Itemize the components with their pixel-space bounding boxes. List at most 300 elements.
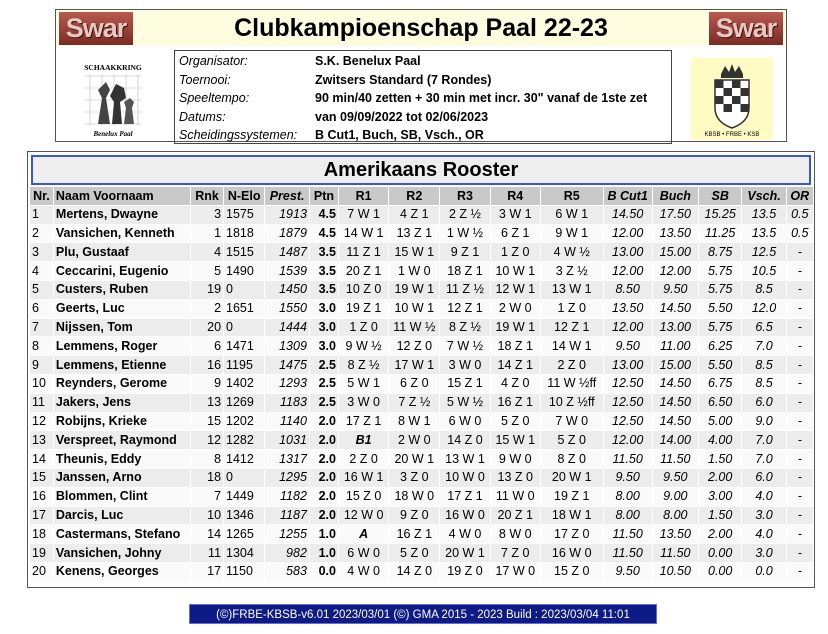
col-or: - [787, 394, 813, 412]
col-rank: 8 [191, 450, 223, 468]
info-key: Toernooi: [179, 72, 231, 87]
col-name: Mertens, Dwayne [54, 206, 190, 224]
col-sb: 6.75 [699, 375, 742, 393]
crosstable-body [30, 206, 813, 581]
col-round-4: 14 Z 1 [491, 356, 540, 374]
col-rank: 7 [191, 488, 223, 506]
col-rank: 20 [191, 319, 223, 337]
col-round-3: 4 W 0 [440, 525, 489, 543]
col-elo: 1449 [224, 488, 264, 506]
col-round-3: 18 Z 1 [440, 262, 489, 280]
col-round-2: 7 Z ½ [389, 394, 439, 412]
table-row [30, 300, 813, 318]
col-performance: 1187 [265, 507, 309, 525]
col-nr: 19 [30, 544, 53, 562]
table-row [30, 450, 813, 468]
col-name: Ceccarini, Eugenio [54, 262, 190, 280]
col-sb: 5.75 [699, 281, 742, 299]
col-performance: 1444 [265, 319, 309, 337]
col-round-1: 14 W 1 [339, 225, 388, 243]
col-round-4: 15 W 1 [491, 431, 540, 449]
club-logo [80, 58, 146, 140]
col-vsch-header: Vsch. [742, 187, 785, 205]
col-bcut1: 12.00 [604, 225, 652, 243]
col-round-4: 19 W 1 [491, 319, 540, 337]
col-vsch: 12.5 [742, 243, 785, 261]
col-or: - [787, 300, 813, 318]
col-round-1: 6 W 0 [339, 544, 388, 562]
col-round-5: 16 W 0 [541, 544, 603, 562]
col-points: 2.0 [310, 488, 338, 506]
col-round-1: 11 Z 1 [339, 243, 388, 261]
col-sb-header: SB [699, 187, 742, 205]
col-bcut1-header: B Cut1 [604, 187, 652, 205]
col-nr: 9 [30, 356, 53, 374]
col-bcut1: 13.00 [604, 243, 652, 261]
col-round-2: 16 Z 1 [389, 525, 439, 543]
col-round-2: 4 Z 1 [389, 206, 439, 224]
col-name: Lemmens, Roger [54, 337, 190, 355]
col-vsch: 8.5 [742, 356, 785, 374]
footer-credits: (©)FRBE-KBSB-v6.01 2023/03/01 (©) GMA 2015 - 2023 Build : 2023/03/04 11:01 [189, 604, 657, 624]
col-bcut1: 9.50 [604, 337, 652, 355]
crosstable-header [30, 187, 813, 205]
info-key: Speeltempo: [179, 91, 250, 106]
col-round-3: 9 Z 1 [440, 243, 489, 261]
info-value: Zwitsers Standard (7 Rondes) [315, 72, 492, 87]
col-rank: 17 [191, 563, 223, 581]
col-sb: 0.00 [699, 563, 742, 581]
col-points: 3.5 [310, 243, 338, 261]
col-rank: 4 [191, 243, 223, 261]
col-name: Blommen, Clint [54, 488, 190, 506]
col-buchholz: 11.50 [653, 450, 698, 468]
col-nr: 8 [30, 337, 53, 355]
col-nr: 5 [30, 281, 53, 299]
col-buchholz: 10.50 [653, 563, 698, 581]
col-points: 2.5 [310, 394, 338, 412]
col-sb: 3.00 [699, 488, 742, 506]
col-rank: 19 [191, 281, 223, 299]
col-round-1: 10 Z 0 [339, 281, 388, 299]
col-round-1: 17 Z 1 [339, 413, 388, 431]
col-round-5: 9 W 1 [541, 225, 603, 243]
col-elo: 1575 [224, 206, 264, 224]
col-buchholz: 12.00 [653, 262, 698, 280]
col-bcut1: 12.00 [604, 262, 652, 280]
col-or: - [787, 525, 813, 543]
col-round-4: 16 Z 1 [491, 394, 540, 412]
col-elo: 1195 [224, 356, 264, 374]
col-round-1: 20 Z 1 [339, 262, 388, 280]
col-round-4: 5 Z 0 [491, 413, 540, 431]
standings-panel [27, 151, 815, 588]
col-nr: 11 [30, 394, 53, 412]
info-key: Datums: [179, 109, 226, 124]
federation-logo [691, 58, 773, 140]
col-name: Verspreet, Raymond [54, 431, 190, 449]
col-elo: 1265 [224, 525, 264, 543]
col-round-1: 5 W 1 [339, 375, 388, 393]
col-round-2: 2 W 0 [389, 431, 439, 449]
col-round-3: 6 W 0 [440, 413, 489, 431]
col-sb: 15.25 [699, 206, 742, 224]
col-sb: 2.00 [699, 525, 742, 543]
col-sb: 5.75 [699, 319, 742, 337]
col-nr-header: Nr. [30, 187, 53, 205]
col-nr: 12 [30, 413, 53, 431]
col-or: - [787, 563, 813, 581]
tournament-info [174, 50, 672, 144]
col-name: Kenens, Georges [54, 563, 190, 581]
table-row [30, 206, 813, 224]
col-nr: 13 [30, 431, 53, 449]
col-or: - [787, 319, 813, 337]
col-round-1: 4 W 0 [339, 563, 388, 581]
info-value: van 09/09/2022 tot 02/06/2023 [315, 109, 489, 124]
col-sb: 4.00 [699, 431, 742, 449]
col-rank: 9 [191, 375, 223, 393]
col-points: 2.0 [310, 507, 338, 525]
col-bcut1: 8.50 [604, 281, 652, 299]
col-rank: 14 [191, 525, 223, 543]
col-round-4: 1 Z 0 [491, 243, 540, 261]
col-rank: 2 [191, 300, 223, 318]
swar-logo-left: Swar [59, 12, 133, 45]
col-round-5: 15 Z 0 [541, 563, 603, 581]
col-name: Reynders, Gerome [54, 375, 190, 393]
col-or: 0.5 [787, 206, 813, 224]
col-points-header: Ptn [310, 187, 338, 205]
col-name: Vansichen, Johny [54, 544, 190, 562]
col-points: 4.5 [310, 225, 338, 243]
col-vsch: 4.0 [742, 525, 785, 543]
info-key: Organisator: [179, 54, 248, 69]
col-vsch: 8.5 [742, 375, 785, 393]
col-round-1: 19 Z 1 [339, 300, 388, 318]
col-points: 2.5 [310, 356, 338, 374]
col-round-5: 3 Z ½ [541, 262, 603, 280]
col-round-2: 3 Z 0 [389, 469, 439, 487]
col-performance: 1450 [265, 281, 309, 299]
col-sb: 6.50 [699, 394, 742, 412]
col-round-5: 13 W 1 [541, 281, 603, 299]
table-row [30, 431, 813, 449]
table-row [30, 394, 813, 412]
col-round-5: 19 Z 1 [541, 488, 603, 506]
col-rank: 18 [191, 469, 223, 487]
col-sb: 5.75 [699, 262, 742, 280]
col-vsch: 13.5 [742, 206, 785, 224]
col-round-1: 16 W 1 [339, 469, 388, 487]
table-row [30, 413, 813, 431]
col-nr: 1 [30, 206, 53, 224]
col-or: - [787, 450, 813, 468]
swar-logo-right: Swar [709, 12, 783, 45]
col-round-5: 8 Z 0 [541, 450, 603, 468]
table-row [30, 262, 813, 280]
table-row [30, 375, 813, 393]
col-points: 0.0 [310, 563, 338, 581]
col-round-1: 12 W 0 [339, 507, 388, 525]
col-round-2: 19 W 1 [389, 281, 439, 299]
col-round-1: 2 Z 0 [339, 450, 388, 468]
col-round-5: 11 W ½ff [541, 375, 603, 393]
col-round-2: 5 Z 0 [389, 544, 439, 562]
col-round-5: 4 W ½ [541, 243, 603, 261]
col-buchholz: 14.00 [653, 431, 698, 449]
col-round-1: B1 [339, 431, 388, 449]
col-name: Jakers, Jens [54, 394, 190, 412]
col-vsch: 12.0 [742, 300, 785, 318]
col-or: - [787, 544, 813, 562]
table-row [30, 319, 813, 337]
table-row [30, 356, 813, 374]
col-nr: 15 [30, 469, 53, 487]
col-sb: 5.50 [699, 300, 742, 318]
table-title: Amerikaans Rooster [31, 155, 811, 185]
club-logo-bottom-text: Benelux Paal [93, 130, 133, 138]
col-name: Vansichen, Kenneth [54, 225, 190, 243]
federation-logo-text: KBSB • FRBE • KSB [704, 132, 760, 138]
page-title: Clubkampioenschap Paal 22-23 [234, 14, 608, 42]
col-nr: 20 [30, 563, 53, 581]
col-round-5-header: R5 [541, 187, 603, 205]
col-points: 3.0 [310, 337, 338, 355]
col-buchholz: 14.50 [653, 413, 698, 431]
col-performance: 1031 [265, 431, 309, 449]
col-round-1: 1 Z 0 [339, 319, 388, 337]
col-points: 2.5 [310, 375, 338, 393]
col-elo: 1202 [224, 413, 264, 431]
col-sb: 8.75 [699, 243, 742, 261]
col-bcut1: 12.50 [604, 375, 652, 393]
col-buchholz: 9.00 [653, 488, 698, 506]
col-bcut1: 12.50 [604, 413, 652, 431]
col-round-3-header: R3 [440, 187, 489, 205]
col-performance: 1475 [265, 356, 309, 374]
col-rank-header: Rnk [191, 187, 223, 205]
col-bcut1: 11.50 [604, 450, 652, 468]
col-elo: 1651 [224, 300, 264, 318]
col-round-2: 6 Z 0 [389, 375, 439, 393]
col-bcut1: 12.00 [604, 431, 652, 449]
col-performance: 1182 [265, 488, 309, 506]
col-round-3: 12 Z 1 [440, 300, 489, 318]
col-vsch: 10.5 [742, 262, 785, 280]
col-points: 2.0 [310, 431, 338, 449]
col-elo: 1402 [224, 375, 264, 393]
col-nr: 7 [30, 319, 53, 337]
col-buchholz: 11.00 [653, 337, 698, 355]
col-round-2: 8 W 1 [389, 413, 439, 431]
col-sb: 1.50 [699, 507, 742, 525]
col-round-5: 17 Z 0 [541, 525, 603, 543]
col-round-2: 18 W 0 [389, 488, 439, 506]
col-round-5: 12 Z 1 [541, 319, 603, 337]
col-bcut1: 14.50 [604, 206, 652, 224]
col-buchholz: 13.50 [653, 225, 698, 243]
col-or: - [787, 356, 813, 374]
col-round-5: 5 Z 0 [541, 431, 603, 449]
table-row [30, 563, 813, 581]
col-bcut1: 11.50 [604, 525, 652, 543]
col-round-5: 10 Z ½ff [541, 394, 603, 412]
col-round-2: 20 W 1 [389, 450, 439, 468]
col-nr: 16 [30, 488, 53, 506]
col-name: Geerts, Luc [54, 300, 190, 318]
col-sb: 2.00 [699, 469, 742, 487]
col-buchholz-header: Buch [653, 187, 698, 205]
col-round-4: 11 W 0 [491, 488, 540, 506]
col-performance: 1487 [265, 243, 309, 261]
col-round-1-header: R1 [339, 187, 388, 205]
col-name: Plu, Gustaaf [54, 243, 190, 261]
col-points: 3.5 [310, 262, 338, 280]
col-round-3: 7 W ½ [440, 337, 489, 355]
col-points: 3.0 [310, 319, 338, 337]
col-buchholz: 9.50 [653, 281, 698, 299]
col-round-3: 1 W ½ [440, 225, 489, 243]
col-performance: 583 [265, 563, 309, 581]
col-round-2: 9 Z 0 [389, 507, 439, 525]
col-round-4: 7 Z 0 [491, 544, 540, 562]
col-points: 4.5 [310, 206, 338, 224]
col-performance: 982 [265, 544, 309, 562]
col-buchholz: 14.50 [653, 394, 698, 412]
col-sb: 5.50 [699, 356, 742, 374]
info-key: Scheidingssystemen: [179, 128, 298, 143]
col-round-2: 14 Z 0 [389, 563, 439, 581]
col-elo: 1282 [224, 431, 264, 449]
col-nr: 6 [30, 300, 53, 318]
col-elo: 0 [224, 469, 264, 487]
col-round-4-header: R4 [491, 187, 540, 205]
col-or: - [787, 431, 813, 449]
col-round-3: 17 Z 1 [440, 488, 489, 506]
col-or: - [787, 507, 813, 525]
col-performance: 1309 [265, 337, 309, 355]
col-buchholz: 17.50 [653, 206, 698, 224]
col-buchholz: 14.50 [653, 375, 698, 393]
col-nr: 17 [30, 507, 53, 525]
col-round-1: 15 Z 0 [339, 488, 388, 506]
col-buchholz: 15.00 [653, 243, 698, 261]
col-round-5: 7 W 0 [541, 413, 603, 431]
col-round-3: 2 Z ½ [440, 206, 489, 224]
col-vsch: 3.0 [742, 507, 785, 525]
col-or: - [787, 488, 813, 506]
col-rank: 13 [191, 394, 223, 412]
col-round-4: 6 Z 1 [491, 225, 540, 243]
col-bcut1: 13.50 [604, 300, 652, 318]
col-buchholz: 9.50 [653, 469, 698, 487]
col-round-2: 12 Z 0 [389, 337, 439, 355]
col-round-2: 17 W 1 [389, 356, 439, 374]
col-performance: 1293 [265, 375, 309, 393]
col-nr: 2 [30, 225, 53, 243]
col-vsch: 6.0 [742, 469, 785, 487]
col-elo: 1412 [224, 450, 264, 468]
col-performance-header: Prest. [265, 187, 309, 205]
col-performance: 1295 [265, 469, 309, 487]
col-nr: 10 [30, 375, 53, 393]
table-row [30, 525, 813, 543]
col-points: 1.0 [310, 525, 338, 543]
col-round-2: 15 W 1 [389, 243, 439, 261]
tournament-header [55, 9, 787, 142]
col-buchholz: 15.00 [653, 356, 698, 374]
col-bcut1: 8.00 [604, 507, 652, 525]
club-logo-top-text: SCHAAKKRING [84, 63, 142, 72]
col-vsch: 7.0 [742, 450, 785, 468]
info-value: 90 min/40 zetten + 30 min met incr. 30" vanaf de 1ste zet [315, 91, 648, 106]
col-round-5: 20 W 1 [541, 469, 603, 487]
col-name: Nijssen, Tom [54, 319, 190, 337]
col-bcut1: 12.00 [604, 319, 652, 337]
col-round-3: 14 Z 0 [440, 431, 489, 449]
col-elo: 1471 [224, 337, 264, 355]
table-row [30, 337, 813, 355]
col-nr: 18 [30, 525, 53, 543]
info-value: B Cut1, Buch, SB, Vsch., OR [315, 128, 484, 143]
col-sb: 5.00 [699, 413, 742, 431]
col-round-3: 15 Z 1 [440, 375, 489, 393]
crosstable [29, 186, 814, 582]
col-elo: 1150 [224, 563, 264, 581]
col-performance: 1255 [265, 525, 309, 543]
col-vsch: 13.5 [742, 225, 785, 243]
col-sb: 6.25 [699, 337, 742, 355]
col-bcut1: 9.50 [604, 469, 652, 487]
col-bcut1: 11.50 [604, 544, 652, 562]
col-name-header: Naam Voornaam [54, 187, 190, 205]
col-vsch: 8.5 [742, 281, 785, 299]
col-round-1: 9 W ½ [339, 337, 388, 355]
col-bcut1: 12.50 [604, 394, 652, 412]
col-round-4: 13 Z 0 [491, 469, 540, 487]
col-nr: 3 [30, 243, 53, 261]
col-round-5: 6 W 1 [541, 206, 603, 224]
col-round-2: 1 W 0 [389, 262, 439, 280]
col-round-5: 1 Z 0 [541, 300, 603, 318]
col-sb: 11.25 [699, 225, 742, 243]
col-buchholz: 13.00 [653, 319, 698, 337]
col-round-1: 8 Z ½ [339, 356, 388, 374]
info-value: S.K. Benelux Paal [315, 54, 421, 69]
col-elo: 1818 [224, 225, 264, 243]
col-round-4: 9 W 0 [491, 450, 540, 468]
col-name: Castermans, Stefano [54, 525, 190, 543]
table-row [30, 281, 813, 299]
col-or: 0.5 [787, 225, 813, 243]
col-points: 2.0 [310, 450, 338, 468]
col-points: 3.5 [310, 281, 338, 299]
table-row [30, 243, 813, 261]
col-sb: 1.50 [699, 450, 742, 468]
col-or: - [787, 337, 813, 355]
col-bcut1: 8.00 [604, 488, 652, 506]
col-vsch: 9.0 [742, 413, 785, 431]
col-elo: 1304 [224, 544, 264, 562]
tournament-info-table [177, 52, 649, 145]
col-round-2: 13 Z 1 [389, 225, 439, 243]
col-points: 2.0 [310, 413, 338, 431]
col-round-1: A [339, 525, 388, 543]
col-or: - [787, 375, 813, 393]
col-performance: 1140 [265, 413, 309, 431]
col-rank: 3 [191, 206, 223, 224]
